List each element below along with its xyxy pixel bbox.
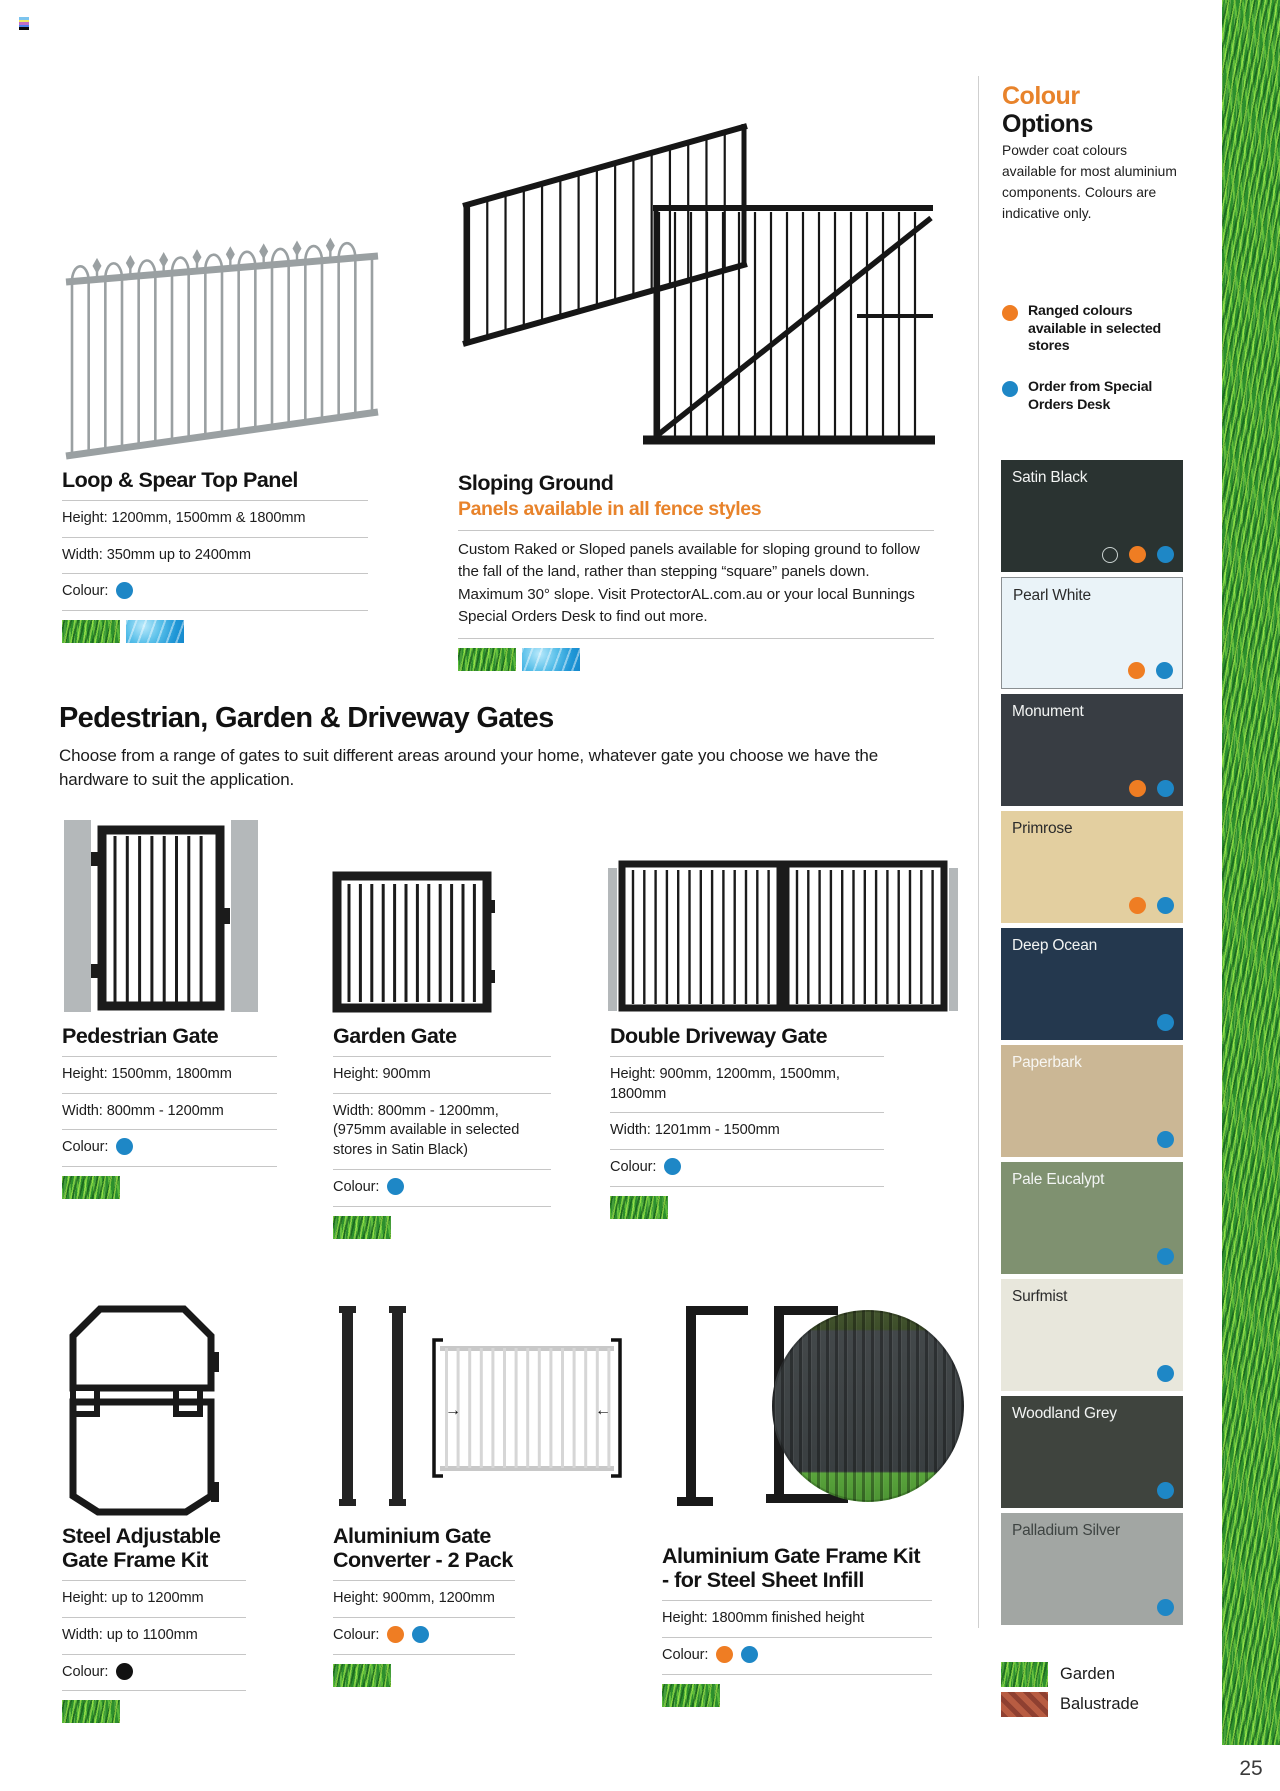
legend-special-orders xyxy=(1002,379,1170,414)
sloping-panels-image xyxy=(455,118,935,463)
colour-dot-blue xyxy=(412,1626,429,1643)
product-card-sloping-ground xyxy=(458,471,934,671)
print-registration-mark-icon xyxy=(19,17,29,30)
product-card-garden-gate xyxy=(333,1024,551,1239)
outline-dot-icon xyxy=(1102,547,1118,563)
swatch-name: Palladium Silver xyxy=(1012,1522,1120,1539)
blue-dot-icon xyxy=(1157,1131,1174,1148)
product-title: Double Driveway Gate xyxy=(610,1024,884,1057)
garden-chip-image xyxy=(62,620,120,643)
swatch-availability-dots xyxy=(1157,1131,1174,1148)
sidebar-heading-colour: Colour xyxy=(1002,82,1080,110)
blue-dot-icon xyxy=(1157,546,1174,563)
spec-text: Width: 350mm up to 2400mm xyxy=(62,546,251,563)
blue-dot-icon xyxy=(1157,1482,1174,1499)
swatch-name: Pale Eucalypt xyxy=(1012,1171,1105,1188)
section-intro: Choose from a range of gates to suit different areas around your home, whatever gate you choose we have the hardware to suit the application. xyxy=(59,746,879,790)
garden-chip-image xyxy=(458,648,516,671)
swatch-availability-dots xyxy=(1129,780,1174,797)
product-title: Loop & Spear Top Panel xyxy=(62,468,368,501)
spec-text: Width: 800mm - 1200mm, (975mm available in selected stores in Satin Black) xyxy=(333,1102,520,1159)
spec-text: Colour: xyxy=(610,1159,657,1176)
blue-dot-icon xyxy=(1157,1248,1174,1265)
colour-swatch xyxy=(1001,694,1183,806)
spec-text: Colour: xyxy=(662,1646,709,1663)
product-subtitle: Panels available in all fence styles xyxy=(458,496,934,531)
spec-text: Height: 1800mm finished height xyxy=(662,1610,865,1627)
swatch-name: Surfmist xyxy=(1012,1288,1068,1305)
product-title: Steel Adjustable Gate Frame Kit xyxy=(62,1524,246,1581)
spec-text: Height: 1500mm, 1800mm xyxy=(62,1066,232,1083)
legend-ranged-colours xyxy=(1002,303,1170,356)
colour-swatch-list xyxy=(1001,460,1183,1630)
spec-row xyxy=(610,1150,884,1187)
product-card-gate-frame-kit xyxy=(662,1544,932,1707)
orange-dot-icon xyxy=(1129,780,1146,797)
spec-row xyxy=(610,1113,884,1150)
availability-chips xyxy=(62,1691,246,1723)
loop-spear-panel-image xyxy=(62,200,382,465)
swatch-name: Monument xyxy=(1012,703,1084,720)
colour-swatch xyxy=(1001,1162,1183,1274)
spec-row xyxy=(62,1618,246,1655)
pool-chip-image xyxy=(522,648,580,671)
garden-chip-image xyxy=(62,1176,120,1199)
grass-photo-strip xyxy=(1222,0,1280,1745)
spec-row xyxy=(610,1057,884,1113)
product-card-pedestrian-gate xyxy=(62,1024,277,1199)
spec-row xyxy=(62,1581,246,1618)
legend-row xyxy=(1001,1692,1139,1717)
spec-row xyxy=(62,1057,277,1094)
colour-dot-blue xyxy=(116,1138,133,1155)
spec-text: Colour: xyxy=(62,1139,109,1156)
swatch-availability-dots xyxy=(1102,546,1174,563)
swatch-name: Woodland Grey xyxy=(1012,1405,1117,1422)
colour-swatch xyxy=(1001,577,1183,689)
spec-text: Height: up to 1200mm xyxy=(62,1590,204,1607)
colour-swatch xyxy=(1001,811,1183,923)
colour-swatch xyxy=(1001,928,1183,1040)
colour-dot-black xyxy=(116,1663,133,1680)
spec-text: Height: 900mm, 1200mm, 1500mm, 1800mm xyxy=(610,1066,840,1102)
colour-swatch xyxy=(1001,1513,1183,1625)
page-number: 25 xyxy=(1239,1757,1263,1780)
swatch-name: Primrose xyxy=(1012,820,1073,837)
spec-row xyxy=(333,1170,551,1207)
garden-gate-image xyxy=(332,870,495,1015)
garden-chip-image xyxy=(662,1684,720,1707)
swatch-availability-dots xyxy=(1157,1248,1174,1265)
colour-dot-blue xyxy=(116,582,133,599)
availability-chips xyxy=(662,1675,932,1707)
swatch-name: Deep Ocean xyxy=(1012,937,1098,954)
availability-chips xyxy=(610,1187,884,1219)
availability-chips xyxy=(62,1167,277,1199)
section-title: Pedestrian, Garden & Driveway Gates xyxy=(59,702,554,734)
spec-row xyxy=(62,1655,246,1692)
spec-text: Height: 1200mm, 1500mm & 1800mm xyxy=(62,510,306,527)
product-card-steel-frame-kit xyxy=(62,1524,246,1723)
spec-text: Colour: xyxy=(333,1178,380,1195)
swatch-availability-dots xyxy=(1157,1014,1174,1031)
sidebar-intro: Powder coat colours available for most aluminium components. Colours are indicative only. xyxy=(1002,143,1177,221)
blue-dot-icon xyxy=(1157,1014,1174,1031)
colour-dot-blue xyxy=(664,1158,681,1175)
availability-chips xyxy=(62,611,368,643)
spec-row xyxy=(62,1094,277,1131)
spec-row xyxy=(62,1130,277,1167)
spec-row xyxy=(333,1618,515,1655)
spec-row xyxy=(333,1094,551,1170)
spec-row xyxy=(333,1581,515,1618)
product-card-gate-converter xyxy=(333,1524,515,1687)
svg-text:→: → xyxy=(445,1402,461,1419)
swatch-name: Pearl White xyxy=(1013,587,1091,604)
spec-text: Width: up to 1100mm xyxy=(62,1626,198,1643)
product-title: Pedestrian Gate xyxy=(62,1024,277,1057)
spec-text: Height: 900mm xyxy=(333,1066,431,1083)
legend-label: Balustrade xyxy=(1060,1695,1139,1713)
blue-dot-icon xyxy=(1157,1599,1174,1616)
swatch-availability-dots xyxy=(1157,1482,1174,1499)
spec-text: Height: 900mm, 1200mm xyxy=(333,1590,495,1607)
sidebar-heading-options: Options xyxy=(1002,110,1093,138)
colour-dot-orange xyxy=(387,1626,404,1643)
swatch-availability-dots xyxy=(1157,1365,1174,1382)
garden-chip-image xyxy=(62,1700,120,1723)
product-card-loop-spear xyxy=(62,468,368,643)
balustrade-legend-chip-image xyxy=(1001,1692,1048,1717)
product-card-double-driveway-gate xyxy=(610,1024,884,1219)
swatch-availability-dots xyxy=(1129,897,1174,914)
spec-text: Width: 800mm - 1200mm xyxy=(62,1102,224,1119)
pool-chip-image xyxy=(126,620,184,643)
colour-swatch xyxy=(1001,460,1183,572)
orange-dot-icon xyxy=(1128,662,1145,679)
swatch-availability-dots xyxy=(1157,1599,1174,1616)
svg-text:←: ← xyxy=(595,1402,611,1419)
spec-row xyxy=(333,1057,551,1094)
colour-dot-orange xyxy=(716,1646,733,1663)
swatch-name: Satin Black xyxy=(1012,469,1088,486)
legend-text: Ranged colours available in selected stores xyxy=(1028,303,1162,355)
product-title: Garden Gate xyxy=(333,1024,551,1057)
colour-dot-blue xyxy=(387,1178,404,1195)
product-title: Aluminium Gate Converter - 2 Pack xyxy=(333,1524,515,1581)
spec-row xyxy=(62,501,368,538)
availability-chips xyxy=(333,1207,551,1239)
blue-dot-icon xyxy=(1157,780,1174,797)
orange-legend-dot-icon xyxy=(1002,305,1018,321)
colour-swatch xyxy=(1001,1279,1183,1391)
spec-text: Width: 1201mm - 1500mm xyxy=(610,1122,780,1139)
availability-chips xyxy=(333,1655,515,1687)
spec-row xyxy=(62,574,368,611)
legend-label: Garden xyxy=(1060,1665,1116,1683)
garden-chip-image xyxy=(610,1196,668,1219)
gates-section-header xyxy=(59,702,919,792)
spec-row xyxy=(662,1638,932,1675)
legend-row xyxy=(1001,1662,1139,1687)
sidebar-divider xyxy=(978,76,979,1628)
garden-legend-chip-image xyxy=(1001,1662,1048,1687)
colour-swatch xyxy=(1001,1396,1183,1508)
spec-row xyxy=(62,538,368,575)
sidebar-heading xyxy=(1002,82,1093,138)
legend-text: Order from Special Orders Desk xyxy=(1028,379,1153,413)
blue-dot-icon xyxy=(1157,1365,1174,1382)
steel-sheet-gate-photo-inset xyxy=(772,1310,964,1502)
double-driveway-gate-image xyxy=(608,856,958,1014)
garden-chip-image xyxy=(333,1664,391,1687)
orange-dot-icon xyxy=(1129,897,1146,914)
orange-dot-icon xyxy=(1129,546,1146,563)
blue-legend-dot-icon xyxy=(1002,381,1018,397)
spec-text: Colour: xyxy=(62,1663,109,1680)
blue-dot-icon xyxy=(1156,662,1173,679)
pedestrian-gate-image xyxy=(64,812,264,1014)
product-title: Aluminium Gate Frame Kit - for Steel Sheet Infill xyxy=(662,1544,932,1601)
blue-dot-icon xyxy=(1157,897,1174,914)
spec-text: Colour: xyxy=(62,583,109,600)
spec-text: Colour: xyxy=(333,1626,380,1643)
steel-gate-frame-kit-image xyxy=(62,1298,227,1516)
swatch-availability-dots xyxy=(1128,662,1173,679)
gate-converter-image xyxy=(332,1298,622,1513)
swatch-name: Paperbark xyxy=(1012,1054,1082,1071)
spec-row xyxy=(662,1601,932,1638)
product-title: Sloping Ground xyxy=(458,471,614,495)
fence-type-legend xyxy=(1001,1662,1139,1722)
colour-dot-blue xyxy=(741,1646,758,1663)
garden-chip-image xyxy=(333,1216,391,1239)
colour-swatch xyxy=(1001,1045,1183,1157)
product-description: Custom Raked or Sloped panels available for sloping ground to follow the fall of the land, rather than stepping “square” panels down. Maximum 30° slope. Visit ProtectorAL.com.au or your local Bunnings Special Orders Desk to find out more. xyxy=(458,531,934,639)
